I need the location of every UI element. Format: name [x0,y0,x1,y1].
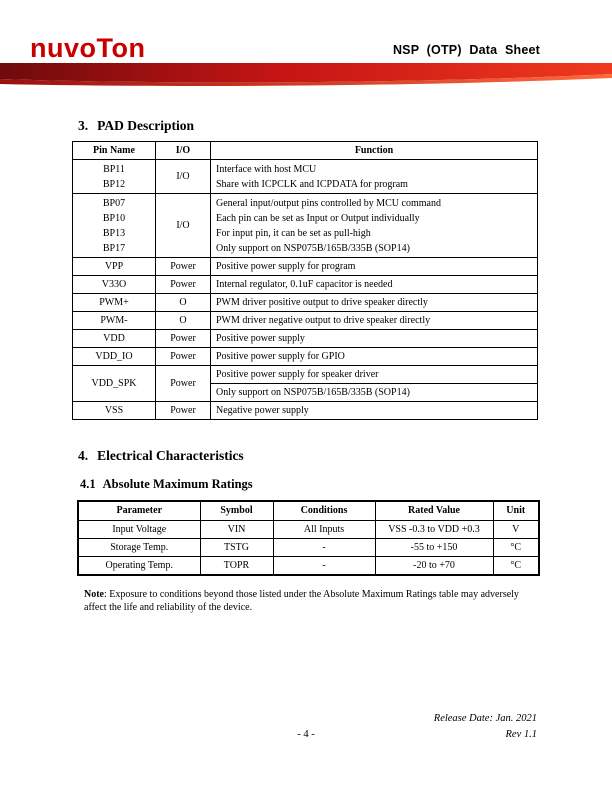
io-cell: O [156,312,211,330]
io-cell: I/O [156,194,211,258]
section-number: 3. [78,118,89,133]
io-cell: Power [156,330,211,348]
footer-page-number: - 4 - [297,729,315,740]
function-cell: Positive power supply for GPIO [211,348,538,366]
note-text: : Exposure to conditions beyond those listed under the Absolute Maximum Ratings table may adversely affect the life and reliability of the device. [84,589,519,613]
table-row [78,520,539,538]
function-line: Only support on NSP075B/165B/335B (SOP14) [216,242,410,254]
io-cell: Power [156,366,211,402]
unit-cell: V [493,520,539,538]
rated-value-cell: VSS -0.3 to VDD +0.3 [375,520,493,538]
table-header-row [73,142,538,160]
pin-name-cell: PWM+ [73,294,156,312]
function-line: Share with ICPCLK and ICPDATA for program [216,178,408,190]
section-title: Absolute Maximum Ratings [102,477,253,491]
conditions-cell: - [273,556,375,575]
pin-name-cell [73,160,156,194]
col-header-conditions: Conditions [273,501,375,520]
rated-value-cell: -20 to +70 [375,556,493,575]
col-header-parameter: Parameter [78,501,200,520]
col-header-pin-name: Pin Name [73,142,156,160]
rated-value-cell: -55 to +150 [375,538,493,556]
function-cell: PWM driver positive output to drive speaker directly [211,294,538,312]
table-row [73,312,538,330]
table-header-row [78,501,539,520]
pin-name: BP12 [102,178,126,190]
parameter-cell: Input Voltage [78,520,200,538]
pin-name-cell: VSS [73,402,156,420]
table-row [73,194,538,258]
footer-revision: Rev 1.1 [505,729,537,740]
function-cell: Only support on NSP075B/165B/335B (SOP14) [211,384,538,402]
function-line: General input/output pins controlled by MCU command [216,197,441,209]
table-row [73,160,538,194]
symbol-cell: TOPR [200,556,273,575]
function-cell [211,194,538,258]
pad-description-table [72,141,538,420]
col-header-rated-value: Rated Value [375,501,493,520]
pin-name: BP17 [102,242,126,254]
symbol-cell: TSTG [200,538,273,556]
function-cell: Positive power supply for program [211,258,538,276]
pin-name-cell: V33O [73,276,156,294]
table-row [73,402,538,420]
section-number: 4. [78,448,89,463]
pin-name: BP13 [102,227,126,239]
table-row [73,276,538,294]
pin-name: BP10 [102,212,126,224]
section-heading-electrical-characteristics [78,448,244,464]
function-line: For input pin, it can be set as pull-high [216,227,371,239]
col-header-io: I/O [156,142,211,160]
absolute-maximum-ratings-table [77,500,540,576]
function-cell: PWM driver negative output to drive speaker directly [211,312,538,330]
document-title: NSP (OTP) Data Sheet [392,43,540,57]
io-cell: Power [156,402,211,420]
col-header-function: Function [211,142,538,160]
function-cell: Internal regulator, 0.1uF capacitor is needed [211,276,538,294]
section-title: Electrical Characteristics [97,448,244,463]
pin-name-cell: VDD [73,330,156,348]
table-row [73,348,538,366]
io-cell: Power [156,276,211,294]
table-row [78,538,539,556]
header-swoosh-graphic [0,62,612,86]
function-cell: Negative power supply [211,402,538,420]
table-row [73,330,538,348]
unit-cell: °C [493,556,539,575]
unit-cell: °C [493,538,539,556]
table-row [73,294,538,312]
section-heading-absolute-maximum-ratings [80,477,253,492]
pin-name: BP07 [102,197,126,209]
function-cell: Positive power supply for speaker driver [211,366,538,384]
function-line: Interface with host MCU [216,163,317,175]
io-cell: Power [156,348,211,366]
footer-release-date: Release Date: Jan. 2021 [433,713,537,724]
conditions-cell: All Inputs [273,520,375,538]
note-label: Note [84,589,104,600]
ratings-note [84,589,536,614]
section-title: PAD Description [97,118,194,133]
pin-name-cell: VDD_SPK [73,366,156,402]
io-cell: O [156,294,211,312]
table-row [73,258,538,276]
section-heading-pad-description [78,118,194,134]
io-cell: Power [156,258,211,276]
col-header-unit: Unit [493,501,539,520]
col-header-symbol: Symbol [200,501,273,520]
function-cell [211,160,538,194]
function-line: Each pin can be set as Input or Output individually [216,212,420,224]
pin-name-cell: VPP [73,258,156,276]
pin-name-cell: VDD_IO [73,348,156,366]
pin-name: BP11 [103,163,125,175]
nuvoton-logo: nuvoTon [30,33,146,63]
pin-name-cell [73,194,156,258]
io-cell: I/O [156,160,211,194]
symbol-cell: VIN [200,520,273,538]
parameter-cell: Operating Temp. [78,556,200,575]
parameter-cell: Storage Temp. [78,538,200,556]
function-cell: Positive power supply [211,330,538,348]
pin-name-cell: PWM- [73,312,156,330]
section-number: 4.1 [80,477,96,491]
table-row [73,366,538,384]
table-row [78,556,539,575]
conditions-cell: - [273,538,375,556]
